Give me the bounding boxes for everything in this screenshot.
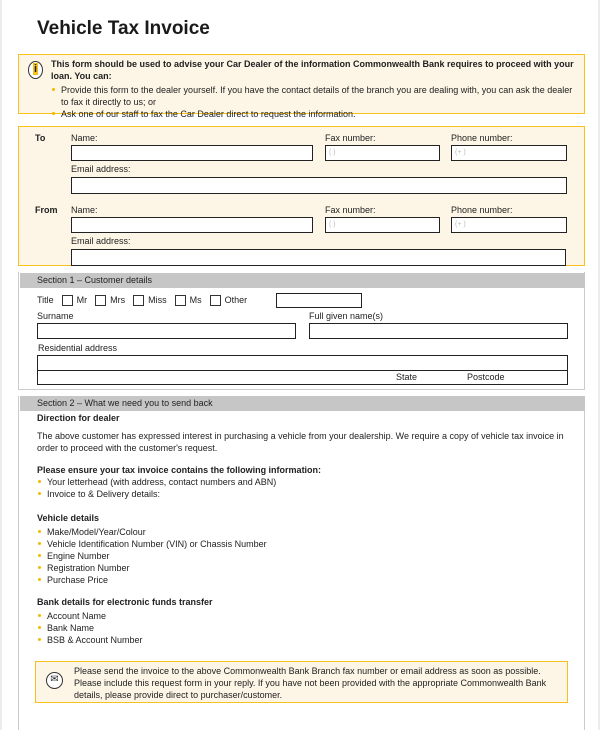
direction-text: The above customer has expressed interest in purchasing a vehicle from your dealership. We require a copy of vehicle tax invoice in order to proceed with the customer's request.	[37, 431, 564, 453]
from-fax-label: Fax number:	[325, 205, 376, 215]
info-bullet: Provide this form to the dealer yourself. If you have the contact details of the branch you are dealing with, you can ask the dealer to fax it directly to us; or	[51, 84, 581, 108]
ensure-heading: Please ensure your tax invoice contains the following information:	[37, 465, 322, 475]
vehicle-heading: Vehicle details	[37, 513, 100, 523]
info-lead: This form should be used to advise your Car Dealer of the information Commonwealth Bank requires to proceed with your loan. You can:	[51, 59, 574, 81]
other-checkbox[interactable]	[210, 295, 221, 306]
page-title: Vehicle Tax Invoice	[37, 18, 210, 39]
miss-label: Miss	[148, 295, 167, 305]
from-email-label: Email address:	[71, 236, 131, 246]
envelope-icon: ✉	[46, 672, 63, 689]
address-label: Residential address	[38, 343, 118, 353]
to-email-label: Email address:	[71, 164, 131, 174]
to-name-label: Name:	[71, 133, 98, 143]
from-name-label: Name:	[71, 205, 98, 215]
other-title-input[interactable]	[276, 293, 362, 308]
list-item: Your letterhead (with address, contact numbers and ABN)	[37, 476, 567, 488]
from-label: From	[35, 205, 58, 215]
to-phone-input[interactable]: (+ )	[451, 145, 567, 161]
to-fax-label: Fax number:	[325, 133, 376, 143]
bank-heading: Bank details for electronic funds transfer	[37, 597, 213, 607]
miss-checkbox[interactable]	[133, 295, 144, 306]
given-name-input[interactable]	[309, 323, 568, 339]
list-item: Purchase Price	[37, 574, 567, 586]
list-item: Invoice to & Delivery details:	[37, 488, 567, 500]
postcode-label: Postcode	[467, 372, 505, 382]
list-item: Make/Model/Year/Colour	[37, 526, 567, 538]
list-item: Vehicle Identification Number (VIN) or Chassis Number	[37, 538, 567, 550]
note-box	[35, 661, 568, 703]
to-label: To	[35, 133, 46, 143]
info-box	[18, 54, 585, 119]
ms-checkbox[interactable]	[175, 295, 186, 306]
note-text: Please send the invoice to the above Commonwealth Bank Branch fax number or email address as soon as possible. Please include this request form in your reply. If you have not been provided with the appropriate Commonwealth Bank details, please provide direct to purchaser/customer.	[74, 666, 547, 700]
title-label: Title	[37, 295, 54, 305]
from-name-input[interactable]	[71, 217, 313, 233]
address-input[interactable]	[37, 355, 568, 385]
title-row	[37, 295, 247, 306]
mrs-checkbox[interactable]	[95, 295, 106, 306]
from-phone-label: Phone number:	[451, 205, 513, 215]
list-item: BSB & Account Number	[37, 634, 567, 646]
from-fax-input[interactable]: ( )	[325, 217, 440, 233]
mr-checkbox[interactable]	[62, 295, 73, 306]
list-item: Bank Name	[37, 622, 567, 634]
from-phone-input[interactable]: (+ )	[451, 217, 567, 233]
to-phone-label: Phone number:	[451, 133, 513, 143]
given-name-label: Full given name(s)	[309, 311, 384, 321]
direction-heading: Direction for dealer	[37, 413, 120, 423]
state-label: State	[396, 372, 418, 382]
to-fax-input[interactable]: ( )	[325, 145, 440, 161]
surname-input[interactable]	[37, 323, 296, 339]
section1-header: Section 1 – Customer details	[20, 273, 585, 288]
contact-box	[18, 126, 585, 266]
to-email-input[interactable]	[71, 177, 567, 194]
ms-label: Ms	[189, 295, 202, 305]
mrs-label: Mrs	[110, 295, 126, 305]
list-item: Registration Number	[37, 562, 567, 574]
section2-content	[37, 412, 567, 646]
mr-label: Mr	[76, 295, 88, 305]
other-label: Other	[224, 295, 248, 305]
info-bullet: Ask one of our staff to fax the Car Dealer direct to request the information.	[51, 108, 581, 120]
section2-header: Section 2 – What we need you to send back	[20, 396, 585, 411]
surname-label: Surname	[37, 311, 74, 321]
list-item: Engine Number	[37, 550, 567, 562]
info-icon: i	[28, 61, 43, 79]
from-email-input[interactable]	[71, 249, 566, 266]
to-name-input[interactable]	[71, 145, 313, 161]
form-page	[2, 0, 598, 730]
list-item: Account Name	[37, 610, 567, 622]
